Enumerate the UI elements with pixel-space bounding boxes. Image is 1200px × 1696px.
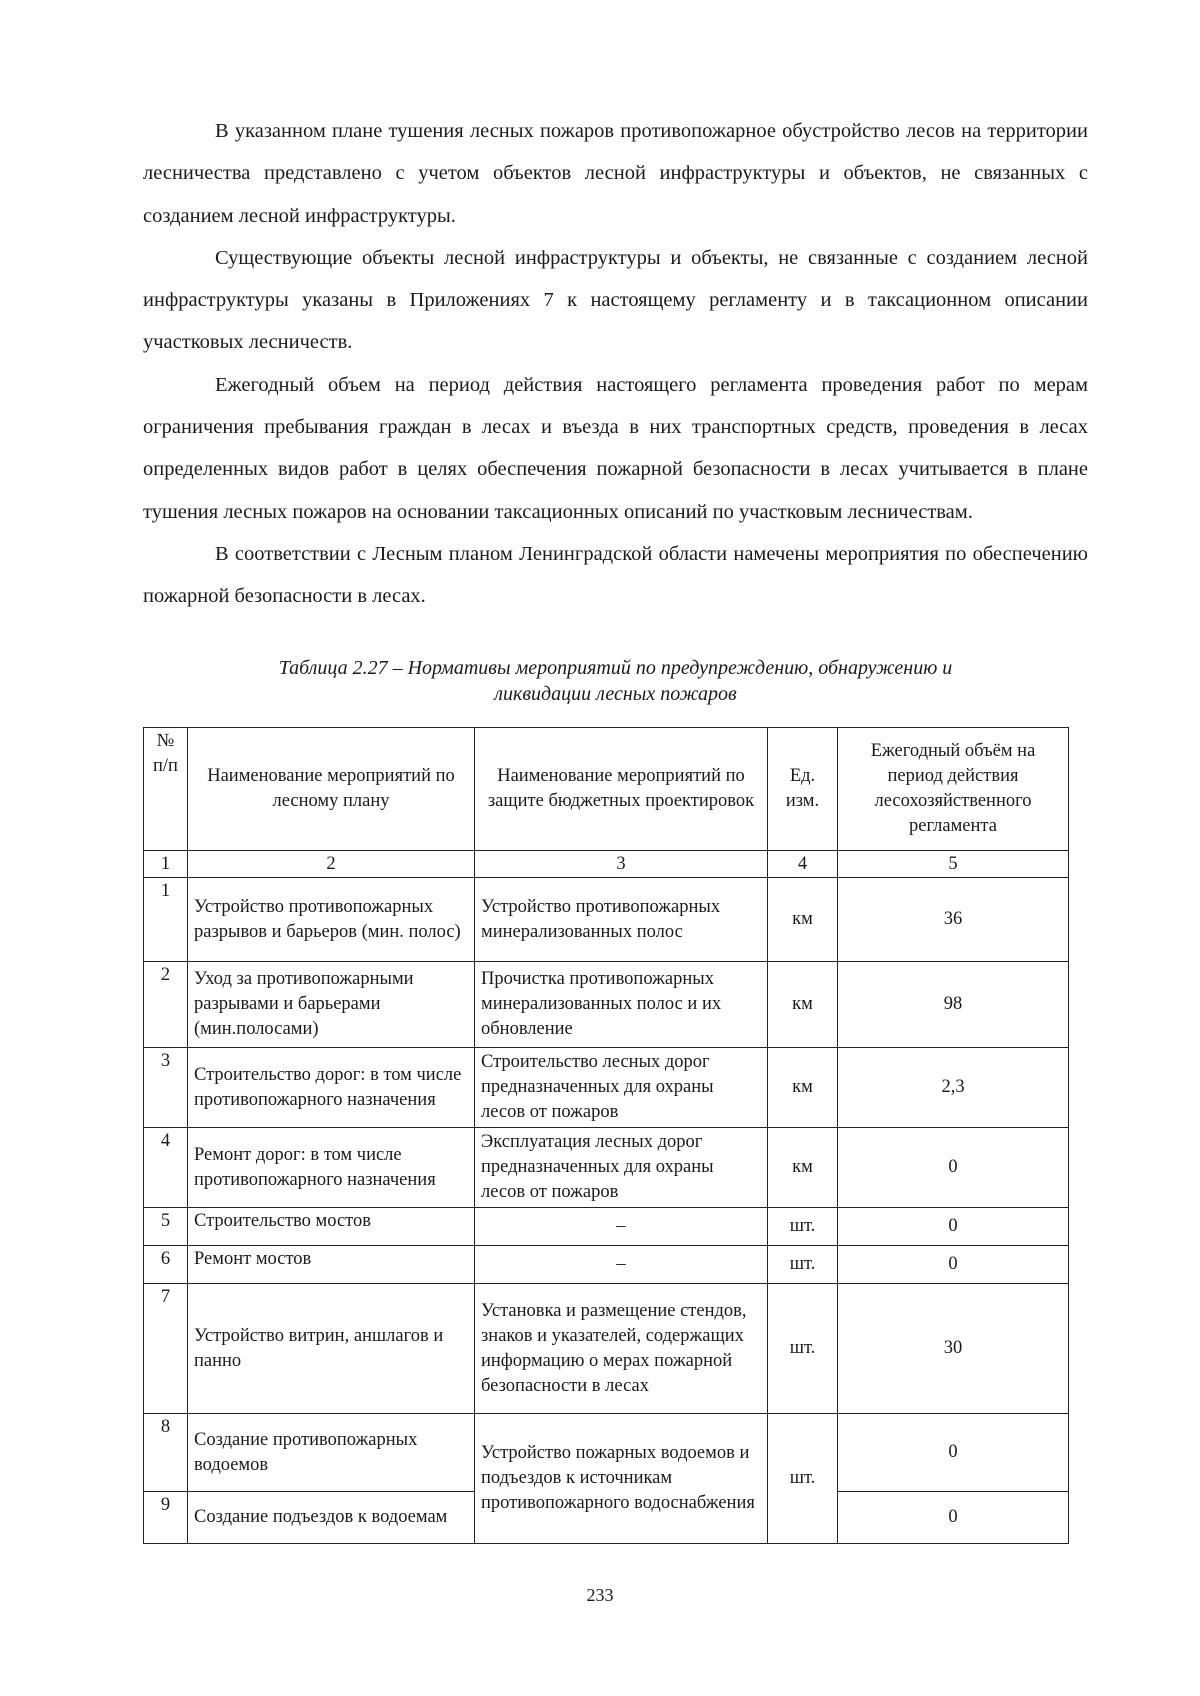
row-budget-name: – [475,1208,768,1246]
row-plan-name: Устройство витрин, аншлагов и панно [188,1284,475,1414]
row-value: 36 [838,878,1069,962]
row-value: 0 [838,1414,1069,1492]
row-value: 2,3 [838,1048,1069,1128]
row-budget-name: Установка и размещение стендов, знаков и указателей, содержащих информацию о мерах пожарной безопасности в лесах [475,1284,768,1414]
row-budget-name: Устройство противопожарных минерализованных полос [475,878,768,962]
table-row [144,1414,1069,1492]
row-unit: км [768,962,838,1048]
index-cell: 1 [144,851,188,878]
row-budget-name: – [475,1246,768,1284]
table-index-row [144,851,1069,878]
row-plan-name: Создание подъездов к водоемам [188,1492,475,1544]
row-budget-name-merged: Устройство пожарных водоемов и подъездов к источникам противопожарного водоснабжения [475,1414,768,1544]
row-value: 0 [838,1492,1069,1544]
row-plan-name: Уход за противопожарными разрывами и барьерами (мин.полосами) [188,962,475,1048]
row-unit: шт. [768,1246,838,1284]
header-num: № п/п [144,728,188,851]
row-unit-merged: шт. [768,1414,838,1544]
row-plan-name: Устройство противопожарных разрывов и барьеров (мин. полос) [188,878,475,962]
header-volume: Ежегодный объём на период действия лесохозяйственного регламента [838,728,1069,851]
page-number: 233 [586,1585,614,1605]
index-cell: 4 [768,851,838,878]
row-num: 3 [144,1048,188,1128]
row-value: 98 [838,962,1069,1048]
row-budget-name: Прочистка противопожарных минерализованных полос и их обновление [475,962,768,1048]
table-row [144,1284,1069,1414]
body-text [143,110,1088,618]
paragraph: Существующие объекты лесной инфраструктуры и объекты, не связанные с созданием лесной инфраструктуры указаны в Приложениях 7 к настоящему регламенту и в таксационном описании участковых лесничеств. [143,246,1088,354]
row-num: 2 [144,962,188,1048]
row-budget-name: Строительство лесных дорог предназначенных для охраны лесов от пожаров [475,1048,768,1128]
table-row [144,1208,1069,1246]
row-unit: км [768,1048,838,1128]
row-value: 0 [838,1246,1069,1284]
fire-measures-table [143,727,1069,1544]
table-caption-line: Таблица 2.27 – Нормативы мероприятий по предупреждению, обнаружению и [278,657,953,679]
table-row [144,1048,1069,1128]
table-caption [143,655,1088,707]
index-cell: 5 [838,851,1069,878]
paragraph: В указанном плане тушения лесных пожаров противопожарное обустройство лесов на территории лесничества представлено с учетом объектов лесной инфраструктуры и объектов, не связанных с созданием лесной инфраструктуры. [143,120,1088,227]
row-num: 6 [144,1246,188,1284]
row-plan-name: Строительство дорог: в том числе противопожарного назначения [188,1048,475,1128]
paragraph: Ежегодный объем на период действия настоящего регламента проведения работ по мерам ограничения пребывания граждан в лесах и въезда в них транспортных средств, проведения в лесах определенных видов работ в целях обеспечения пожарной безопасности в лесах учитывается в плане тушения лесных пожаров на основании таксационных описаний по участковым лесничествам. [143,373,1088,523]
row-unit: км [768,1128,838,1208]
row-num: 9 [144,1492,188,1544]
row-value: 0 [838,1208,1069,1246]
header-unit: Ед. изм. [768,728,838,851]
row-value: 30 [838,1284,1069,1414]
table-row [144,962,1069,1048]
table-row [144,1246,1069,1284]
table-row [144,1128,1069,1208]
row-plan-name: Ремонт мостов [188,1246,475,1284]
row-plan-name: Ремонт дорог: в том числе противопожарного назначения [188,1128,475,1208]
table-caption-line: ликвидации лесных пожаров [494,683,737,705]
row-value: 0 [838,1128,1069,1208]
row-num: 4 [144,1128,188,1208]
row-unit: шт. [768,1208,838,1246]
row-unit: км [768,878,838,962]
table-row [144,878,1069,962]
row-plan-name: Создание противопожарных водоемов [188,1414,475,1492]
row-budget-name: Эксплуатация лесных дорог предназначенных для охраны лесов от пожаров [475,1128,768,1208]
row-plan-name: Строительство мостов [188,1208,475,1246]
row-num: 5 [144,1208,188,1246]
row-num: 1 [144,878,188,962]
index-cell: 2 [188,851,475,878]
row-num: 7 [144,1284,188,1414]
paragraph: В соответствии с Лесным планом Ленинградской области намечены мероприятия по обеспечению пожарной безопасности в лесах. [143,542,1088,608]
row-num: 8 [144,1414,188,1492]
header-plan-name: Наименование мероприятий по лесному плану [188,728,475,851]
header-budget-name: Наименование мероприятий по защите бюджетных проектировок [475,728,768,851]
index-cell: 3 [475,851,768,878]
table-header-row [144,728,1069,851]
row-unit: шт. [768,1284,838,1414]
